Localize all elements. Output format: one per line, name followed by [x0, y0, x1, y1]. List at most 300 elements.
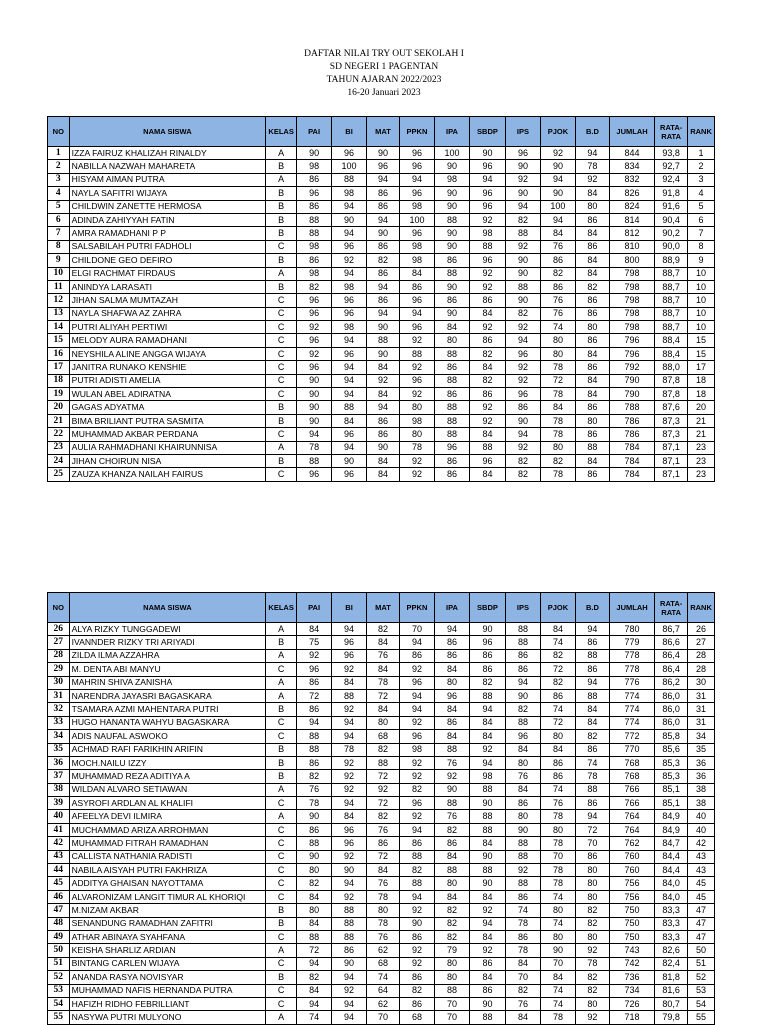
cell-class: C	[266, 294, 297, 307]
cell-total: 826	[609, 187, 654, 200]
column-header-ips: IPS	[505, 593, 540, 623]
cell-mat: 82	[367, 623, 400, 636]
cell-bd: 88	[575, 689, 609, 702]
cell-mat: 94	[367, 401, 400, 414]
cell-ppkn: 98	[399, 200, 434, 213]
cell-ips: 92	[505, 441, 540, 454]
cell-rank: 31	[688, 716, 715, 729]
cell-mat: 86	[367, 414, 400, 427]
cell-ppkn: 96	[399, 676, 434, 689]
cell-sbdp: 92	[469, 280, 505, 293]
cell-ppkn: 92	[399, 663, 434, 676]
cell-no: 26	[48, 623, 70, 636]
cell-bi: 98	[332, 280, 367, 293]
cell-average: 85,6	[655, 743, 688, 756]
column-header-pjok: PJOK	[540, 117, 575, 147]
cell-class: B	[266, 227, 297, 240]
cell-mat: 86	[367, 200, 400, 213]
cell-ipa: 88	[434, 414, 469, 427]
cell-name: ATHAR ABINAYA SYAHFANA	[69, 930, 266, 943]
cell-total: 778	[609, 663, 654, 676]
cell-sbdp: 86	[469, 957, 505, 970]
table-row	[48, 1011, 715, 1024]
cell-ipa: 90	[434, 307, 469, 320]
cell-total: 790	[609, 388, 654, 401]
table-header-row	[48, 117, 715, 147]
cell-bi: 96	[332, 147, 367, 160]
cell-name: MUHAMMAD FITRAH RAMADHAN	[69, 837, 266, 850]
table-row	[48, 147, 715, 160]
cell-pai: 90	[297, 374, 332, 387]
cell-ipa: 86	[434, 636, 469, 649]
cell-pai: 76	[297, 783, 332, 796]
table-row	[48, 850, 715, 863]
cell-name: JIHAN CHOIRUN NISA	[69, 454, 266, 467]
cell-average: 88,9	[655, 254, 688, 267]
cell-total: 768	[609, 770, 654, 783]
cell-bi: 88	[332, 173, 367, 186]
cell-ips: 84	[505, 783, 540, 796]
table-row	[48, 280, 715, 293]
cell-name: TSAMARA AZMI MAHENTARA PUTRI	[69, 703, 266, 716]
cell-rank: 10	[688, 307, 715, 320]
cell-ips: 74	[505, 904, 540, 917]
cell-ppkn: 88	[399, 877, 434, 890]
cell-mat: 94	[367, 280, 400, 293]
cell-sbdp: 88	[469, 864, 505, 877]
cell-pai: 84	[297, 917, 332, 930]
cell-name: CALLISTA NATHANIA RADISTI	[69, 850, 266, 863]
cell-no: 30	[48, 676, 70, 689]
cell-average: 86,6	[655, 636, 688, 649]
cell-average: 92,4	[655, 173, 688, 186]
cell-bd: 78	[575, 160, 609, 173]
table-row	[48, 770, 715, 783]
cell-class: C	[266, 468, 297, 481]
cell-rank: 15	[688, 334, 715, 347]
cell-ips: 84	[505, 1011, 540, 1024]
cell-ips: 80	[505, 810, 540, 823]
cell-class: B	[266, 904, 297, 917]
cell-pai: 94	[297, 997, 332, 1010]
cell-total: 778	[609, 649, 654, 662]
cell-total: 786	[609, 414, 654, 427]
cell-sbdp: 96	[469, 160, 505, 173]
cell-pjok: 80	[540, 347, 575, 360]
column-header-class: KELAS	[266, 117, 297, 147]
cell-pjok: 76	[540, 240, 575, 253]
cell-pjok: 78	[540, 864, 575, 877]
cell-bi: 98	[332, 321, 367, 334]
cell-pai: 90	[297, 810, 332, 823]
cell-bi: 98	[332, 187, 367, 200]
cell-total: 750	[609, 917, 654, 930]
cell-ips: 82	[505, 703, 540, 716]
cell-no: 5	[48, 200, 70, 213]
cell-ipa: 82	[434, 823, 469, 836]
cell-class: A	[266, 810, 297, 823]
cell-total: 779	[609, 636, 654, 649]
cell-pjok: 78	[540, 877, 575, 890]
column-header-class: KELAS	[266, 593, 297, 623]
cell-average: 83,3	[655, 917, 688, 930]
cell-pjok: 78	[540, 361, 575, 374]
table-row	[48, 997, 715, 1010]
cell-rank: 53	[688, 984, 715, 997]
cell-ppkn: 82	[399, 864, 434, 877]
cell-name: ADIS NAUFAL ASWOKO	[69, 730, 266, 743]
cell-no: 40	[48, 810, 70, 823]
cell-rank: 40	[688, 810, 715, 823]
cell-pjok: 86	[540, 756, 575, 769]
cell-total: 784	[609, 454, 654, 467]
cell-sbdp: 88	[469, 810, 505, 823]
cell-bd: 78	[575, 770, 609, 783]
cell-mat: 86	[367, 428, 400, 441]
cell-bi: 92	[332, 783, 367, 796]
cell-bi: 88	[332, 401, 367, 414]
column-header-rank: RANK	[688, 117, 715, 147]
cell-average: 91,6	[655, 200, 688, 213]
cell-ips: 82	[505, 468, 540, 481]
cell-ips: 90	[505, 267, 540, 280]
cell-no: 48	[48, 917, 70, 930]
cell-ppkn: 96	[399, 374, 434, 387]
cell-pai: 90	[297, 850, 332, 863]
cell-bd: 84	[575, 374, 609, 387]
cell-ipa: 86	[434, 294, 469, 307]
column-header-total: JUMLAH	[609, 117, 654, 147]
cell-ips: 92	[505, 864, 540, 877]
table-row	[48, 414, 715, 427]
cell-mat: 86	[367, 267, 400, 280]
cell-bd: 82	[575, 971, 609, 984]
cell-pjok: 82	[540, 676, 575, 689]
cell-bi: 92	[332, 703, 367, 716]
cell-total: 774	[609, 703, 654, 716]
cell-rank: 1	[688, 147, 715, 160]
cell-sbdp: 84	[469, 837, 505, 850]
cell-ipa: 79	[434, 944, 469, 957]
cell-rank: 43	[688, 850, 715, 863]
cell-pai: 88	[297, 454, 332, 467]
cell-total: 770	[609, 743, 654, 756]
cell-bd: 94	[575, 623, 609, 636]
cell-no: 47	[48, 904, 70, 917]
cell-class: C	[266, 850, 297, 863]
cell-bi: 94	[332, 997, 367, 1010]
cell-class: C	[266, 984, 297, 997]
cell-pai: 94	[297, 957, 332, 970]
cell-name: NAYLA SHAFWA AZ ZAHRA	[69, 307, 266, 320]
cell-no: 55	[48, 1011, 70, 1024]
cell-ips: 82	[505, 454, 540, 467]
cell-sbdp: 96	[469, 200, 505, 213]
cell-rank: 45	[688, 890, 715, 903]
cell-ppkn: 98	[399, 240, 434, 253]
cell-ips: 94	[505, 200, 540, 213]
cell-pai: 82	[297, 877, 332, 890]
cell-no: 17	[48, 361, 70, 374]
cell-ips: 96	[505, 347, 540, 360]
cell-bi: 88	[332, 930, 367, 943]
cell-sbdp: 94	[469, 173, 505, 186]
table-row	[48, 877, 715, 890]
cell-pai: 86	[297, 823, 332, 836]
cell-bi: 94	[332, 374, 367, 387]
cell-ips: 96	[505, 388, 540, 401]
cell-pai: 72	[297, 944, 332, 957]
cell-ppkn: 94	[399, 173, 434, 186]
cell-class: B	[266, 187, 297, 200]
cell-rank: 3	[688, 173, 715, 186]
cell-bd: 84	[575, 388, 609, 401]
cell-average: 88,0	[655, 361, 688, 374]
cell-bd: 86	[575, 663, 609, 676]
cell-average: 85,3	[655, 756, 688, 769]
cell-class: B	[266, 160, 297, 173]
table-row	[48, 703, 715, 716]
cell-total: 762	[609, 837, 654, 850]
cell-average: 81,8	[655, 971, 688, 984]
cell-pjok: 74	[540, 636, 575, 649]
cell-average: 87,8	[655, 374, 688, 387]
column-header-bi: BI	[332, 593, 367, 623]
cell-no: 19	[48, 388, 70, 401]
cell-sbdp: 88	[469, 240, 505, 253]
cell-pai: 96	[297, 361, 332, 374]
cell-ppkn: 92	[399, 454, 434, 467]
cell-sbdp: 88	[469, 783, 505, 796]
cell-ppkn: 92	[399, 944, 434, 957]
cell-mat: 88	[367, 334, 400, 347]
cell-total: 796	[609, 334, 654, 347]
cell-class: C	[266, 890, 297, 903]
cell-pjok: 84	[540, 623, 575, 636]
cell-bi: 96	[332, 294, 367, 307]
cell-bd: 86	[575, 294, 609, 307]
cell-rank: 45	[688, 877, 715, 890]
cell-name: M. DENTA ABI MANYU	[69, 663, 266, 676]
cell-rank: 54	[688, 997, 715, 1010]
cell-pai: 80	[297, 864, 332, 877]
cell-no: 49	[48, 930, 70, 943]
column-header-mat: MAT	[367, 593, 400, 623]
cell-ips: 92	[505, 240, 540, 253]
table-row	[48, 904, 715, 917]
cell-rank: 31	[688, 703, 715, 716]
cell-ipa: 88	[434, 401, 469, 414]
cell-rank: 21	[688, 428, 715, 441]
cell-ppkn: 96	[399, 730, 434, 743]
cell-total: 776	[609, 676, 654, 689]
cell-rank: 52	[688, 971, 715, 984]
cell-class: C	[266, 361, 297, 374]
cell-ppkn: 92	[399, 388, 434, 401]
cell-sbdp: 90	[469, 147, 505, 160]
cell-pjok: 80	[540, 823, 575, 836]
cell-ppkn: 96	[399, 797, 434, 810]
cell-sbdp: 86	[469, 388, 505, 401]
cell-bi: 92	[332, 254, 367, 267]
header-academic-year: TAHUN AJARAN 2022/2023	[326, 75, 442, 85]
cell-pjok: 82	[540, 267, 575, 280]
cell-sbdp: 86	[469, 649, 505, 662]
cell-mat: 78	[367, 676, 400, 689]
cell-sbdp: 92	[469, 401, 505, 414]
cell-total: 760	[609, 850, 654, 863]
cell-ppkn: 86	[399, 649, 434, 662]
cell-no: 54	[48, 997, 70, 1010]
cell-mat: 90	[367, 441, 400, 454]
column-header-bd: B.D	[575, 593, 609, 623]
table-row	[48, 837, 715, 850]
cell-no: 3	[48, 173, 70, 186]
cell-bd: 86	[575, 307, 609, 320]
cell-mat: 76	[367, 649, 400, 662]
cell-pai: 88	[297, 837, 332, 850]
cell-ipa: 76	[434, 756, 469, 769]
cell-bd: 86	[575, 401, 609, 414]
column-header-pai: PAI	[297, 117, 332, 147]
cell-name: PUTRI ADISTI AMELIA	[69, 374, 266, 387]
cell-pjok: 78	[540, 388, 575, 401]
cell-bi: 96	[332, 468, 367, 481]
cell-ipa: 84	[434, 850, 469, 863]
cell-no: 37	[48, 770, 70, 783]
cell-pjok: 86	[540, 689, 575, 702]
cell-total: 774	[609, 689, 654, 702]
cell-mat: 84	[367, 388, 400, 401]
cell-ppkn: 96	[399, 160, 434, 173]
cell-total: 743	[609, 944, 654, 957]
score-table-2	[47, 592, 715, 1025]
cell-bi: 96	[332, 649, 367, 662]
cell-name: NASYWA PUTRI MULYONO	[69, 1011, 266, 1024]
cell-total: 736	[609, 971, 654, 984]
cell-mat: 62	[367, 997, 400, 1010]
cell-total: 764	[609, 823, 654, 836]
cell-ipa: 98	[434, 173, 469, 186]
cell-pai: 84	[297, 984, 332, 997]
cell-pai: 86	[297, 173, 332, 186]
cell-rank: 10	[688, 280, 715, 293]
cell-bd: 84	[575, 454, 609, 467]
cell-ips: 88	[505, 837, 540, 850]
cell-rank: 38	[688, 797, 715, 810]
cell-ppkn: 96	[399, 321, 434, 334]
cell-bd: 80	[575, 930, 609, 943]
cell-pjok: 80	[540, 904, 575, 917]
cell-pjok: 84	[540, 971, 575, 984]
cell-pjok: 86	[540, 254, 575, 267]
cell-ips: 82	[505, 984, 540, 997]
cell-ipa: 96	[434, 689, 469, 702]
cell-sbdp: 82	[469, 374, 505, 387]
cell-bd: 70	[575, 837, 609, 850]
cell-bi: 96	[332, 307, 367, 320]
cell-mat: 62	[367, 944, 400, 957]
cell-ppkn: 96	[399, 227, 434, 240]
table-body	[48, 147, 715, 482]
table-row	[48, 743, 715, 756]
cell-name: MELODY AURA RAMADHANI	[69, 334, 266, 347]
cell-average: 84,4	[655, 864, 688, 877]
cell-sbdp: 94	[469, 917, 505, 930]
cell-no: 46	[48, 890, 70, 903]
cell-no: 4	[48, 187, 70, 200]
cell-pjok: 74	[540, 984, 575, 997]
cell-total: 800	[609, 254, 654, 267]
cell-sbdp: 96	[469, 454, 505, 467]
cell-bi: 96	[332, 428, 367, 441]
cell-bi: 96	[332, 240, 367, 253]
cell-ppkn: 82	[399, 783, 434, 796]
cell-bd: 80	[575, 890, 609, 903]
cell-average: 85,3	[655, 770, 688, 783]
cell-average: 88,4	[655, 334, 688, 347]
cell-bi: 84	[332, 676, 367, 689]
cell-no: 11	[48, 280, 70, 293]
cell-ips: 76	[505, 770, 540, 783]
cell-sbdp: 84	[469, 468, 505, 481]
cell-no: 23	[48, 441, 70, 454]
cell-ipa: 88	[434, 213, 469, 226]
table-row	[48, 663, 715, 676]
cell-pai: 96	[297, 468, 332, 481]
cell-no: 28	[48, 649, 70, 662]
cell-bi: 94	[332, 361, 367, 374]
cell-name: AMRA RAMADHANI P P	[69, 227, 266, 240]
cell-bi: 92	[332, 984, 367, 997]
cell-class: B	[266, 756, 297, 769]
cell-ips: 88	[505, 623, 540, 636]
cell-pjok: 78	[540, 414, 575, 427]
cell-average: 87,6	[655, 401, 688, 414]
cell-ipa: 82	[434, 930, 469, 943]
cell-average: 90,4	[655, 213, 688, 226]
cell-ipa: 80	[434, 676, 469, 689]
cell-pai: 96	[297, 294, 332, 307]
cell-sbdp: 92	[469, 944, 505, 957]
cell-rank: 23	[688, 454, 715, 467]
cell-rank: 26	[688, 623, 715, 636]
cell-bd: 92	[575, 173, 609, 186]
cell-ppkn: 98	[399, 743, 434, 756]
cell-pjok: 86	[540, 770, 575, 783]
cell-mat: 76	[367, 823, 400, 836]
cell-sbdp: 88	[469, 689, 505, 702]
cell-ppkn: 80	[399, 428, 434, 441]
cell-name: NEYSHILA ALINE ANGGA WIJAYA	[69, 347, 266, 360]
cell-pjok: 90	[540, 944, 575, 957]
cell-ips: 82	[505, 213, 540, 226]
cell-ips: 90	[505, 187, 540, 200]
cell-rank: 40	[688, 823, 715, 836]
cell-ppkn: 92	[399, 770, 434, 783]
cell-no: 18	[48, 374, 70, 387]
cell-ips: 70	[505, 971, 540, 984]
table-row	[48, 240, 715, 253]
cell-name: BIMA BRILIANT PUTRA SASMITA	[69, 414, 266, 427]
cell-average: 86,0	[655, 703, 688, 716]
cell-no: 24	[48, 454, 70, 467]
cell-no: 10	[48, 267, 70, 280]
cell-ips: 84	[505, 957, 540, 970]
cell-name: HAFIZH RIDHO FEBRILLIANT	[69, 997, 266, 1010]
cell-rank: 47	[688, 917, 715, 930]
cell-total: 788	[609, 401, 654, 414]
